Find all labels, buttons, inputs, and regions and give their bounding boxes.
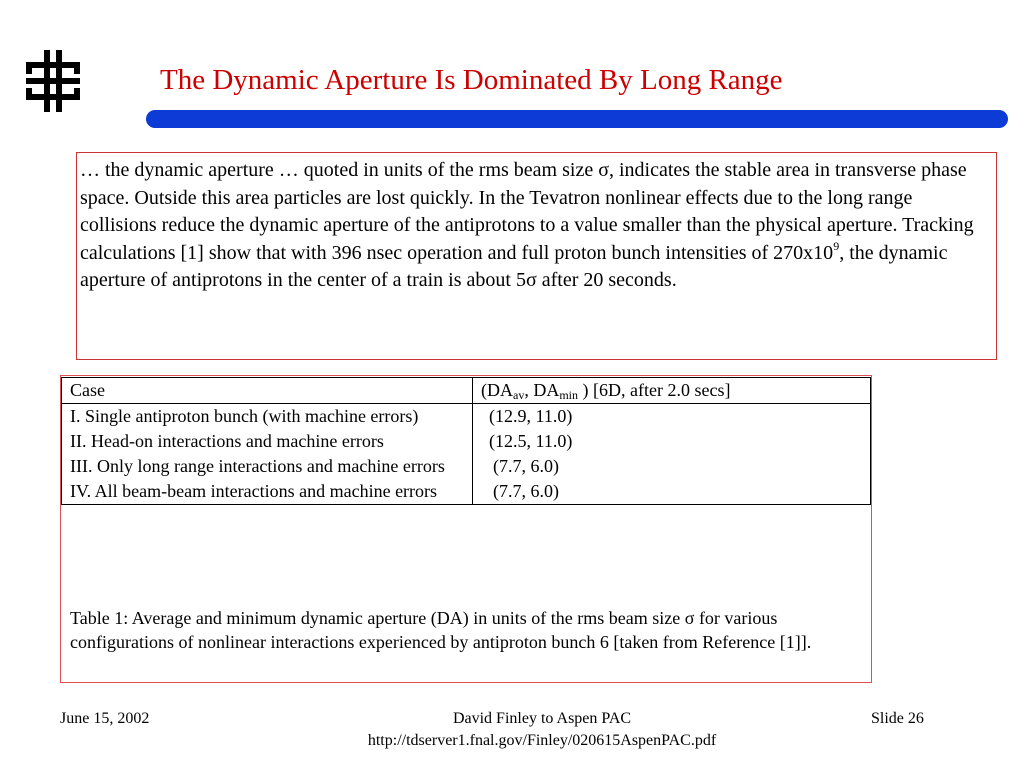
case-cell: II. Head-on interactions and machine errors xyxy=(62,429,473,454)
quote-text-1: … the dynamic aperture … quoted in units of the rms beam size xyxy=(80,159,599,181)
quote-text-4: after 20 seconds. xyxy=(536,269,677,291)
case-cell: I. Single antiproton bunch (with machine errors) xyxy=(62,404,473,430)
quote-box xyxy=(76,152,997,360)
footer-date: June 15, 2002 xyxy=(60,710,150,727)
footer-url: http://tdserver1.fnal.gov/Finley/020615AspenPAC.pdf xyxy=(367,732,717,749)
slide-title: The Dynamic Aperture Is Dominated By Long Range xyxy=(160,64,783,96)
table-row xyxy=(62,429,871,454)
value-cell: (12.5, 11.0) xyxy=(473,429,871,454)
sigma-symbol: σ xyxy=(598,159,609,181)
quote-text-2: , indicates the stable area in transverse phase space. Outside this area particles are lost quickly. In the Tevatron nonlinear effects due to the long range collisions reduce the dynamic aperture of the antiprotons to a value smaller than the physical aperture. Tracking calculations [1] show that with 396 nsec operation and full proton bunch intensities of 270x10 xyxy=(80,159,974,264)
sigma-symbol: σ xyxy=(525,269,537,291)
table-row xyxy=(62,404,871,430)
dynamic-aperture-table xyxy=(61,377,871,505)
exponent: 9 xyxy=(833,238,840,253)
footer-center xyxy=(318,708,766,752)
table-row xyxy=(62,479,871,505)
case-cell: III. Only long range interactions and machine errors xyxy=(62,454,473,479)
title-underline-bar xyxy=(146,110,1008,128)
fermilab-logo-icon xyxy=(20,48,86,114)
slide-number: Slide 26 xyxy=(871,710,924,727)
header-case: Case xyxy=(62,378,473,404)
case-cell: IV. All beam-beam interactions and machine errors xyxy=(62,479,473,505)
header-value: ($DA_{av}$, $DA_{min}$ ) [6D, after 2.0 secs] xyxy=(473,378,871,404)
table-row xyxy=(62,454,871,479)
value-cell: (7.7, 6.0) xyxy=(473,479,871,505)
table-header-row xyxy=(62,378,871,404)
table-figure-box xyxy=(60,375,872,683)
value-cell: (12.9, 11.0) xyxy=(473,404,871,430)
quote-text-3: , the dynamic aperture of antiprotons in the center of a train is about 5 xyxy=(80,241,948,291)
value-cell: (7.7, 6.0) xyxy=(473,454,871,479)
footer-author: David Finley to Aspen PAC xyxy=(452,710,632,727)
sigma-symbol: σ xyxy=(684,608,695,628)
table-caption: Table 1: Average and minimum dynamic aperture (DA) in units of the rms beam size σ for various configurations of nonlinear interactions experienced by antiproton bunch 6 [taken from Reference [1]]. xyxy=(70,608,812,652)
